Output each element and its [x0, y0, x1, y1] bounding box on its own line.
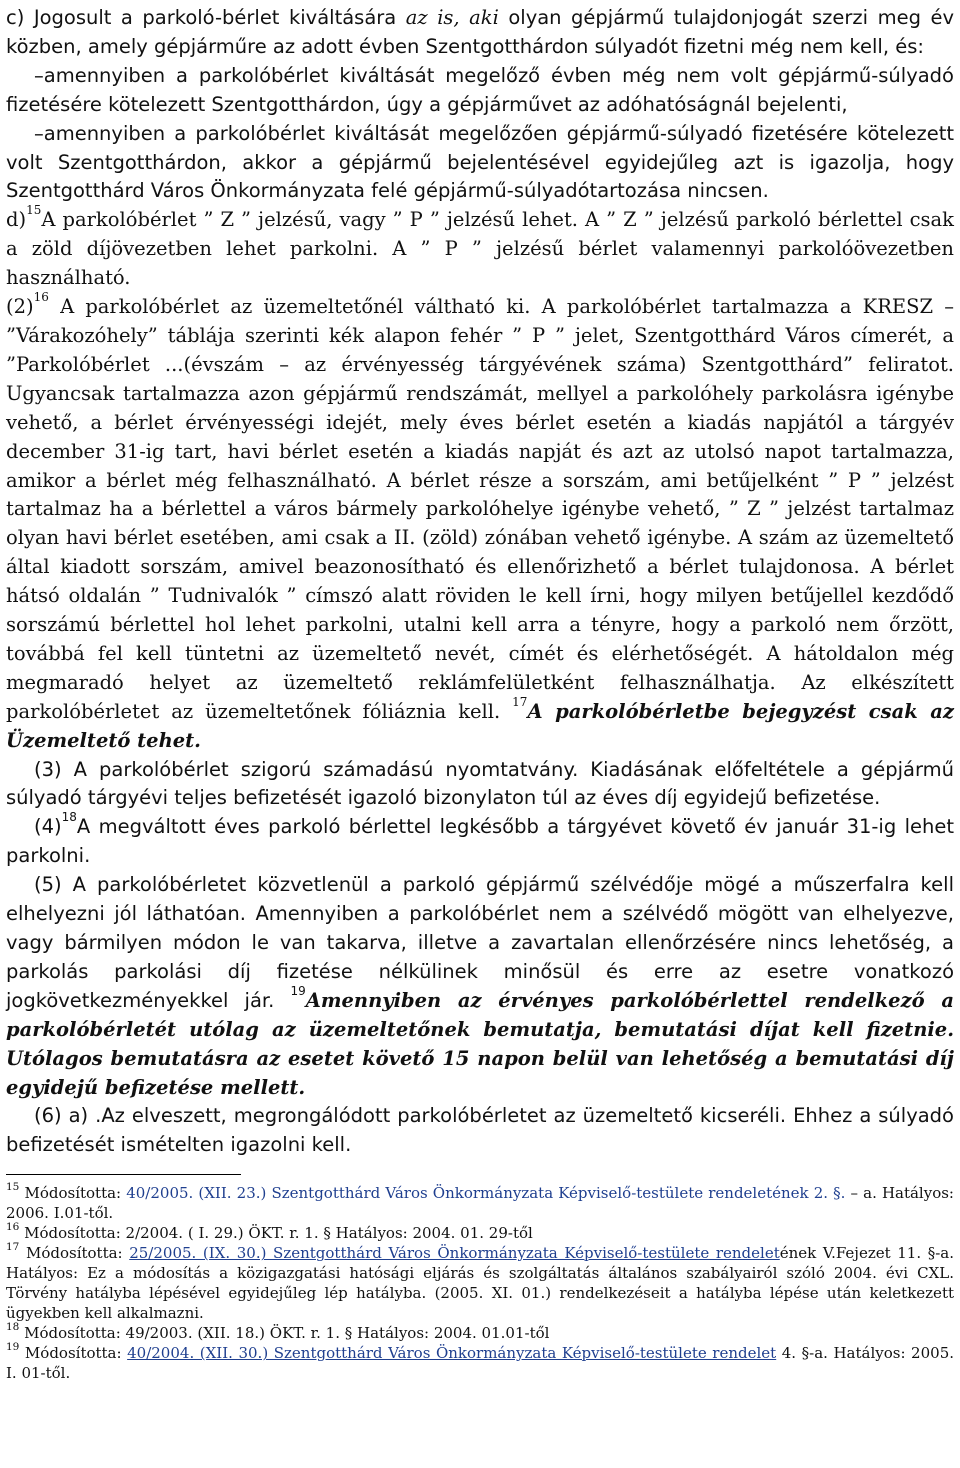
paragraph-d — [6, 203, 954, 293]
text-run: (6) a) .Az elveszett, megrongálódott parkolóbérletet az üzemeltető kicseréli. Ehhez a súlyadó befizetését ismételten igazolni kell. — [6, 1104, 954, 1157]
footnote-18 — [6, 1323, 954, 1343]
paragraph-2 — [6, 290, 954, 756]
text-run: A megváltott éves parkoló bérlettel legkésőbb a tárgyévet követő év január 31-ig lehet parkolni. — [6, 815, 954, 868]
footnote-link[interactable]: 40/2005. (XII. 23.) Szentgotthárd Város Önkormányzata Képviselő-testülete rendeletének 2. §. — [126, 1184, 846, 1203]
text-run: c) Jogosult a parkoló-bérlet kiváltására — [6, 6, 406, 29]
paragraph-6 — [6, 1102, 954, 1160]
footnote-ref-17[interactable]: 17 — [512, 694, 528, 709]
paragraph-4 — [6, 810, 954, 871]
paragraph-5 — [6, 871, 954, 1102]
paragraph-c — [6, 4, 954, 62]
footnote-text: Módosította: — [19, 1184, 127, 1203]
bold-italic-run: Amennyiben az érvényes parkolóbérlettel rendelkező a parkolóbérletét utólag az üzemeltetőnek bemutatja, bemutatási díjat kell fizetnie. Utólagos bemutatásra az esetet követő 15 napon belül van lehetőség a bemutatási díj egyidejű befizetése mellett. — [6, 988, 954, 1099]
footnote-text: Módosította: — [19, 1244, 130, 1263]
text-run: A parkolóbérlet az üzemeltetőnél váltható ki. A parkolóbérlet tartalmazza a KRESZ – ”Várakozóhely” táblája szerinti kék alapon fehér ” P ” jelet, Szentgotthárd Város címerét, a ”Parkolóbérlet ...(évszám – az érvényesség tárgyévének száma) Szentgotthárd” feliratot. Ugyancsak tartalmazza azon gépjármű rendszámát, mellyel a parkolóhely parkolásra igénybe vehető, a bérlet érvényességi idejét, mely éves bérlet esetén a kiadás napjától a tárgyév december 31-ig tart, havi bérlet esetén a kiadás napját és azt az utolsó napot tartalmazza, amikor a bérlet még felhasználható. A bérlet része a sorszám, ami betűjelként ” P ” jelzést tartalmaz ha a bérlettel a város bármely parkolóhelye igénybe vehető, ” Z ” jelzést tartalmaz olyan havi bérlet esetében, ami csak a II. (zöld) zónában vehető igénybe. A szám az üzemeltető által kiadott sorszám, amivel beazonosítható és ellenőrizhető a bérlet tulajdonosa. A bérlet hátsó oldalán ” Tudnivalók ” címszó alatt röviden le kell írni, hogy milyen betűjellel kezdődő sorszámú bérlettel hol lehet parkolni, utalni kell arra a tényre, hogy a parkoló nem őrzött, továbbá fel kell tüntetni az üzemeltető nevét, címét és elérhetőségét. A hátoldalon még megmaradó helyet az üzemeltető reklámfelületként felhasználhatja. Az elkészített parkolóbérletet az üzemeltetőnek fóliáznia kell. — [6, 295, 954, 723]
paragraph-dash-2 — [6, 120, 954, 207]
footnote-number: 16 — [6, 1221, 20, 1234]
text-run: (3) A parkolóbérlet szigorú számadású nyomtatvány. Kiadásának előfeltétele a gépjármű súlyadó tárgyévi teljes befizetését igazoló bizonylaton túl az éves díj egyidejű befizetése. — [6, 757, 954, 810]
footnote-number: 17 — [6, 1241, 20, 1254]
footnote-number: 15 — [6, 1181, 20, 1194]
footnote-text: – a. Hatályos: 2006. I.01-től. — [6, 1184, 954, 1223]
footnote-number: 18 — [6, 1321, 20, 1334]
footnotes — [6, 1183, 954, 1383]
footnote-text: Módosította: — [19, 1344, 128, 1363]
italic-run: az is, aki — [405, 6, 499, 29]
paragraph-prefix: (4) — [34, 815, 62, 839]
footnote-link[interactable]: 40/2004. (XII. 30.) Szentgotthárd Város Önkormányzata Képviselő-testülete rendelet — [127, 1344, 777, 1363]
footnote-ref-15[interactable]: 15 — [26, 203, 42, 218]
bold-italic-run: A parkolóbérletbe bejegyzést csak az Üzemeltető tehet. — [6, 699, 954, 752]
footnote-divider — [6, 1174, 241, 1175]
paragraph-prefix: (2) — [6, 295, 34, 319]
main-text — [6, 4, 954, 1160]
footnote-text: ének V.Fejezet 11. §-a. Hatályos: Ez a módosítás a közigazgatási hatósági eljárás és szolgáltatás általános szabályairól szóló 2004. évi CXL. Törvény hatályba lépésével egyidejűleg lép hatályba. (2005. XI. 01.) rendelkezéseit a hatályba lépése után keletkezett ügyekben kell alkalmazni. — [6, 1244, 954, 1323]
footnote-15 — [6, 1183, 954, 1223]
text-run: olyan gépjármű tulajdonjogát szerzi meg év közben, amely gépjárműre az adott évben Szentgotthárdon súlyadót fizetni még nem kell, és: — [6, 6, 954, 58]
footnote-text: 4. §-a. Hatályos: 2005. I. 01-től. — [6, 1344, 955, 1383]
text-run: –amennyiben a parkolóbérlet kiváltását megelőzően gépjármű-súlyadó fizetésére kötelezett volt Szentgotthárdon, akkor a gépjármű bejelentésével egyidejűleg azt is igazolja, hogy Szentgotthárd Város Önkormányzata felé gépjármű-súlyadótartozása nincsen. — [6, 121, 954, 203]
footnote-text: Módosította: 2/2004. ( I. 29.) ÖKT. r. 1. § Hatályos: 2004. 01. 29-től — [19, 1224, 533, 1243]
footnote-ref-16[interactable]: 16 — [33, 290, 49, 305]
footnote-link[interactable]: 25/2005. (IX. 30.) Szentgotthárd Város Önkormányzata Képviselő-testülete rendelet — [129, 1244, 780, 1263]
footnote-19 — [6, 1343, 954, 1383]
paragraph-dash-1 — [6, 62, 954, 120]
paragraph-3 — [6, 756, 954, 814]
footnote-17 — [6, 1243, 954, 1323]
text-run: (5) A parkolóbérletet közvetlenül a parkoló gépjármű szélvédője mögé a műszerfalra kell elhelyezni jól láthatóan. Amennyiben a parkolóbérlet nem a szélvédő mögött van elhelyezve, vagy bármilyen módon le van takarva, illetve a zavartalan ellenőrzésére nincs lehetőség, a parkolás parkolási díj fizetése nélkülinek minősül és erre az esetre vonatkozó jogkövetkezményekkel jár. — [6, 873, 954, 1012]
footnote-text: Módosította: 49/2003. (XII. 18.) ÖKT. r. 1. § Hatályos: 2004. 01.01-től — [19, 1324, 550, 1343]
footnote-ref-19[interactable]: 19 — [290, 983, 306, 998]
footnote-16 — [6, 1223, 954, 1243]
text-run: A parkolóbérlet ” Z ” jelzésű, vagy ” P ” jelzésű lehet. A ” Z ” jelzésű parkoló bérlettel csak a zöld díjövezetben lehet parkolni. A ” P ” jelzésű bérlet valamennyi parkolóövezetben használható. — [6, 208, 954, 290]
footnote-number: 19 — [6, 1341, 20, 1354]
text-run: –amennyiben a parkolóbérlet kiváltását megelőző évben még nem volt gépjármű-súlyadó fizetésére kötelezett Szentgotthárdon, úgy a gépjárművet az adóhatóságnál bejelenti, — [6, 63, 954, 116]
paragraph-prefix: d) — [6, 208, 27, 232]
footnote-ref-18[interactable]: 18 — [61, 810, 77, 825]
